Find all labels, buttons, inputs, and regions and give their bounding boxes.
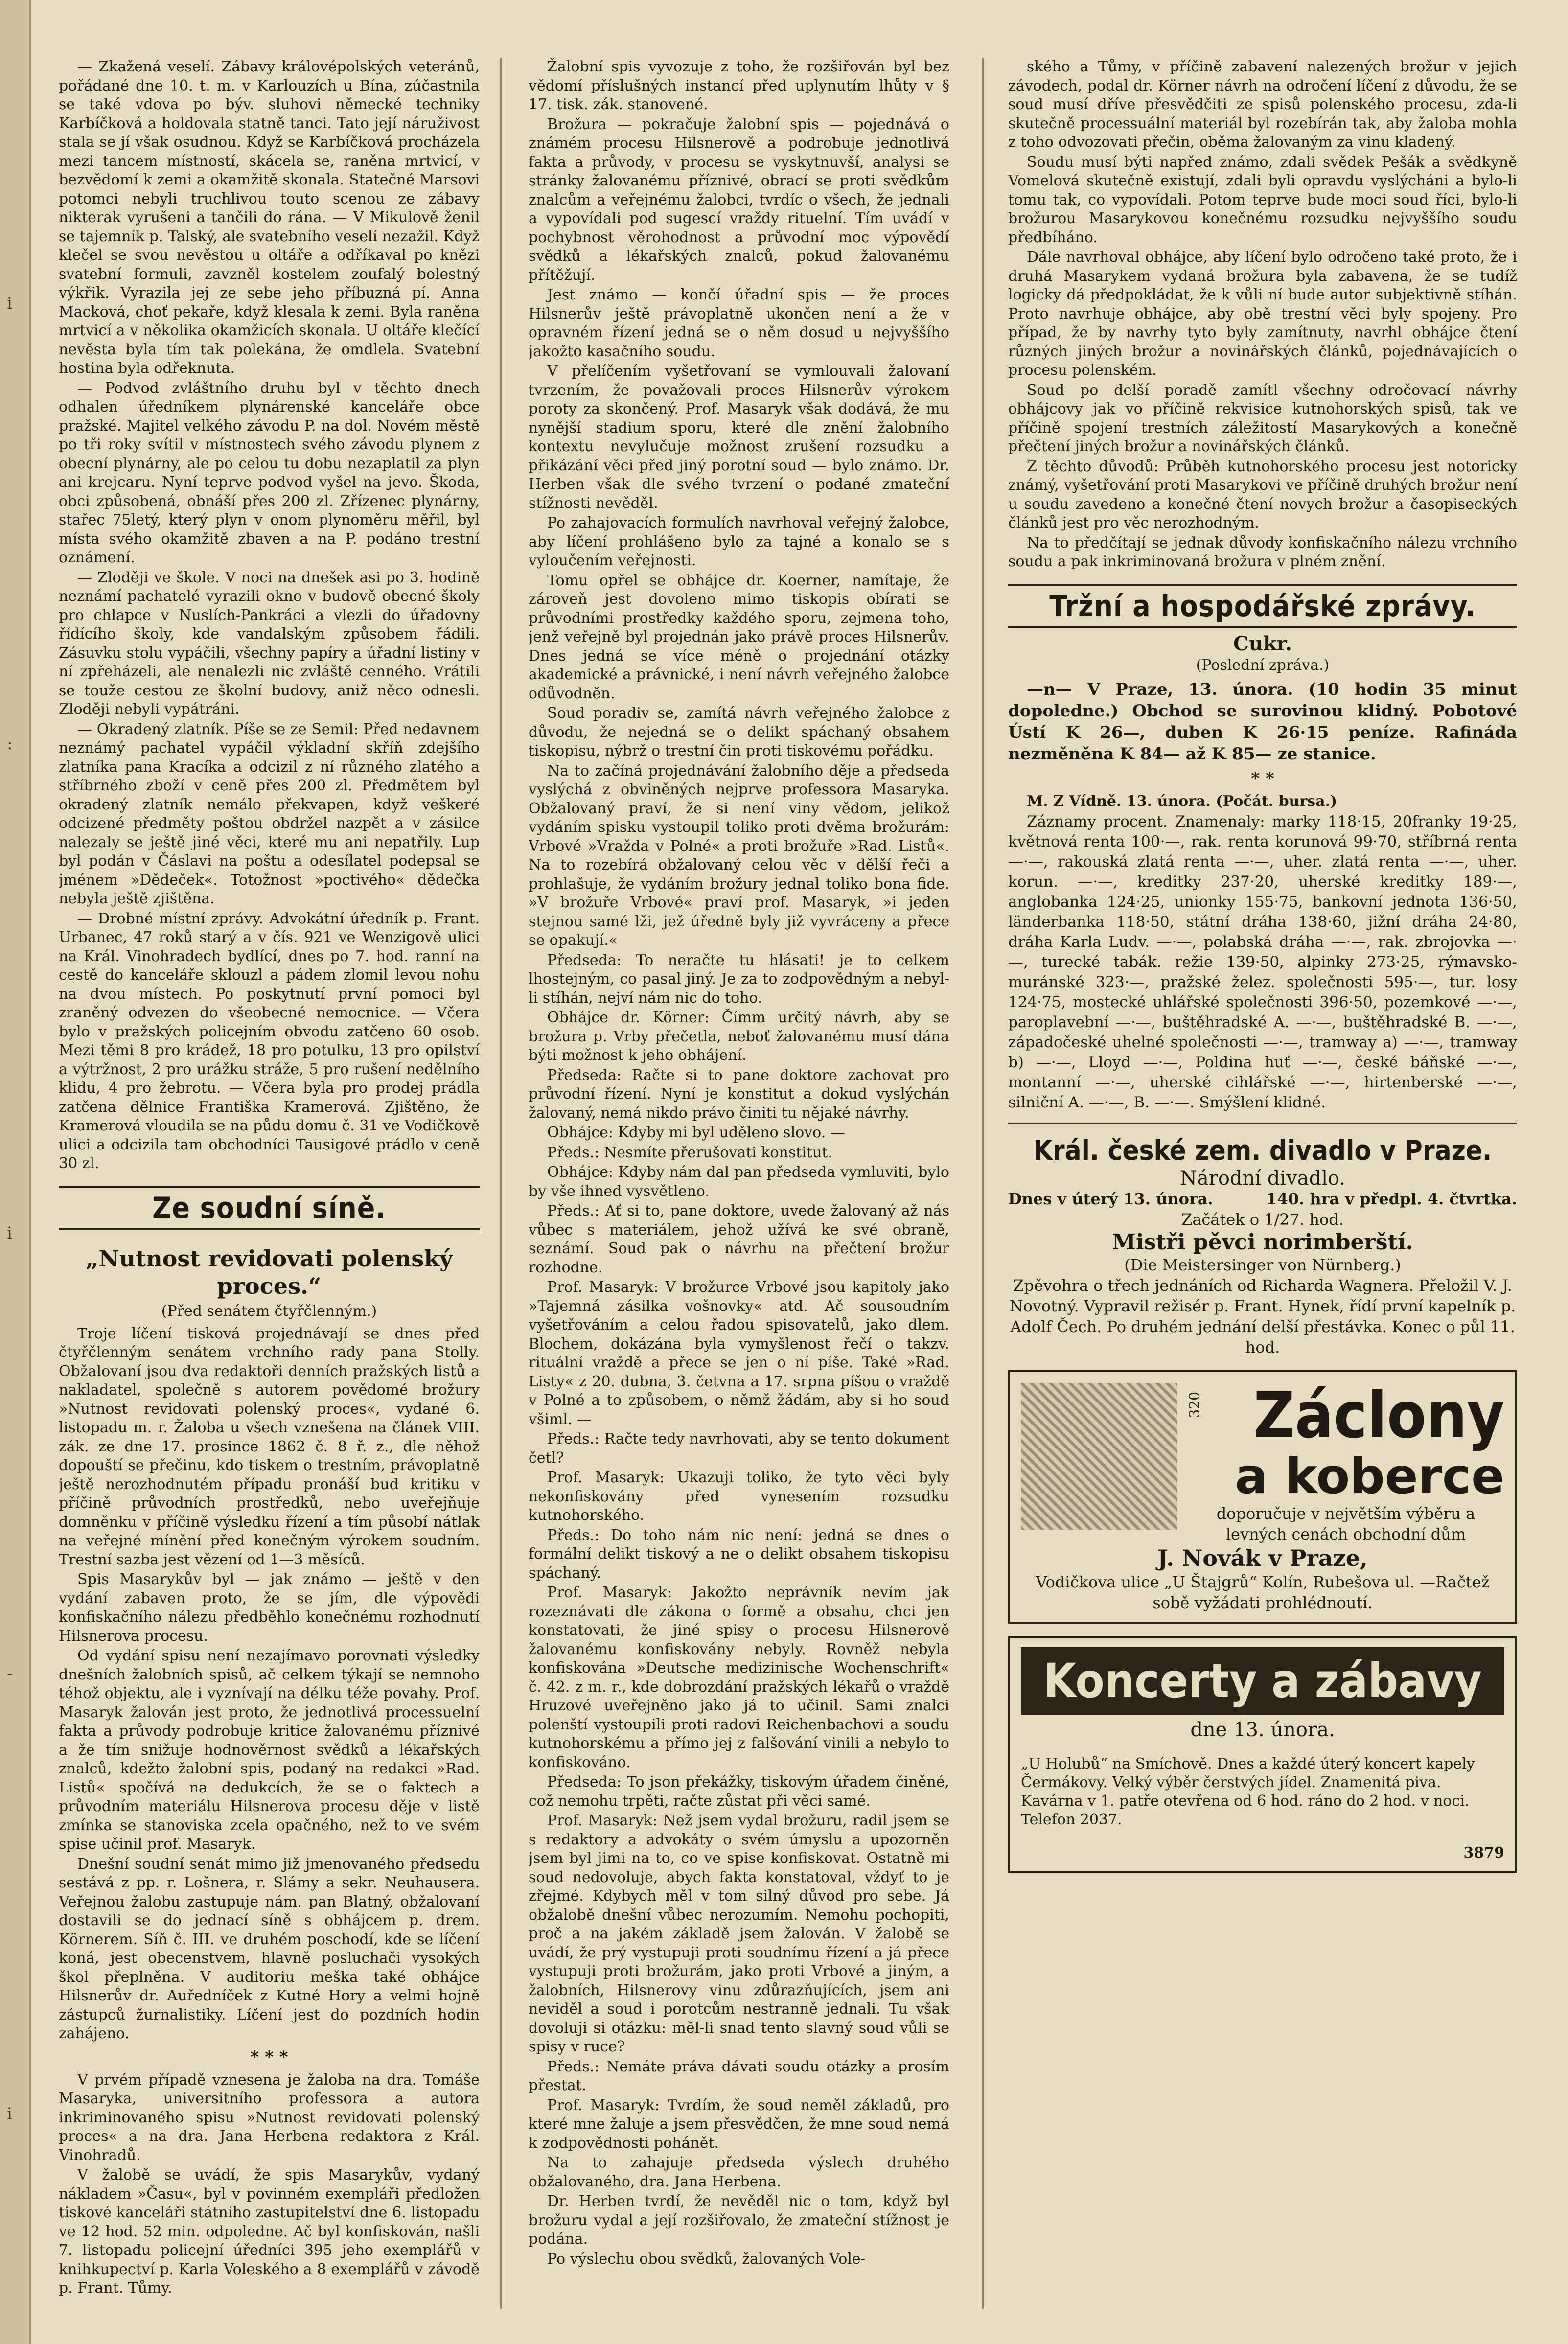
section-heading: Ze soudní síně.	[59, 1186, 480, 1230]
news-item: — Zloději ve škole. V noci na dnešek asi po 3. hodině neznámí pachatelé vyrazili okno v budově obecné školy pro chlapce v Nuslích-Pankráci a vlezli do úřadovny řídícího školy, kde vandalským způsobem řádili. Zásuvku stolu vypáčili, všechny papíry a úřadní listiny v ní zpřeházeli, ale nenalezli nic zvláště cenného. Vrátili se touže cestou ze školní budovy, aniž něco odnesli. Zloději nebyli vypátráni.	[59, 569, 480, 718]
article-paragraph: Žalobní spis vyvozuje z toho, že rozšiřován byl bez vědomí příslušných instancí před uplynutím lhůty v § 17. tisk. zák. stanovené.	[529, 58, 949, 113]
article-paragraph: V prvém případě vznesena je žaloba na dra. Tomáše Masaryka, universitního professora a autora inkriminovaného spisu »Nutnost revidovati polenský proces« a na dra. Jana Herbena redaktora z Král. Vinohradů.	[59, 2071, 480, 2164]
article-paragraph: Troje líčení tisková projednávají se dnes před čtyřčlenným senátem vrchního rady pana Stolly. Obžalovaní jsou dva redaktoři denních pražských listů a nakladatel, společně s autorem povědomé brožury »Nutnost revidovati polenský proces«, vydané 6. listopadu m. r. Žaloba u všech vznešena na článek VIII. zák. ze dne 17. prosince 1862 č. 8 ř. z., dle něhož dopouští se přečinu, kdo tiskem o trestním, právoplatně ještě nerozhodnutém případu pronáší bud kritiku v příčině průvodních prostředků, nebo uveřejňuje domněnku v příčině výsledku řízení a tím působí nátlak na veřejné mínění před konečným výrokem soudním. Trestní sazba jest vězení od 1—3 měsíců.	[59, 1325, 480, 1568]
edge-mark: i	[7, 1223, 12, 1243]
article-paragraph: Předseda: To json překážky, tiskovým úřadem činěné, což nemohu trpěti, račte zůstat při věci samé.	[529, 1773, 949, 1810]
article-paragraph: Na to zahajuje předseda výslech druhého obžalovaného, dra. Jana Herbena.	[529, 2154, 949, 2190]
column-left	[59, 58, 480, 2315]
article-paragraph: Předs.: Ať si to, pane doktore, uvede žalovaný až nás vůbec s materiálem, jehož užívá ke své obraně, seznámí. Soud pak o návrhu na přečtení brožur rozhodne.	[529, 1202, 949, 1276]
ad-address: Vodičkova ulice „U Štajgrů“ Kolín, Rubešova ul. —Račtež sobě vyžádati prohlédnoutí.	[1036, 1573, 1490, 1612]
article-paragraph: Prof. Masaryk: Tvrdím, že soud neměl základů, pro které mne žaluje a jsem přesvědčen, že mne soud nemá k zodpovědnosti pohánět.	[529, 2096, 949, 2152]
article-paragraph: Dr. Herben tvrdí, že nevěděl nic o tom, když byl brožuru vydal a její rozšiřovalo, že zmateční stížnost je podána.	[529, 2193, 949, 2248]
article-paragraph: Po zahajovacích formulích navrhoval veřejný žalobce, aby líčení prohlášeno bylo za tajné a konalo se s vyloučením veřejnosti.	[529, 514, 949, 569]
article-paragraph: Na to předčítají se jednak důvody konfiskačního nálezu vrchního soudu a pak inkriminovaná brožura v plném znění.	[1008, 534, 1517, 570]
ad-concerts	[1008, 1636, 1517, 1873]
article-paragraph: Brožura — pokračuje žalobní spis — pojednává o známém procesu Hilsnerově a podrobuje jednotlivá fakta a průvody, v procesu se vyskytnuvší, analysi se stránky žalovanému příznivé, obrací se proti svědkům znalcům a veřejnému žalobci, tvrdíc o všech, že jednali a vypovídali pod sugescí vraždy rituelní. Tím uvádí v pochybnost věrohodnost a průvodní moc výpovědí svědků a lékařských znalců, pokud žalovanému přítěžují.	[529, 115, 949, 284]
article-paragraph: Obhájce: Kdyby nám dal pan předseda vymluviti, bylo by vše ihned vysvětleno.	[529, 1164, 949, 1200]
article-paragraph: Prof. Masaryk: V brožurce Vrbové jsou kapitoly jako »Tajemná zásilka vošnovky« atd. Ač sousoudním vyšetřováním a celou řadou spisovatelů, jako dlem. Blochem, dokázána byla vymyšlenost řečí o takzv. rituální vraždě a přece se jen o ní píše. Také »Rad. Listy« z 20. dubna, 3. četvna a 17. srpna píšou o vraždě v Polné a to způsobem, o němž žádám, aby si ho soud všiml. —	[529, 1279, 949, 1428]
article-paragraph: Soudu musí býti napřed známo, zdali svědek Pešák a svědkyně Vomelová skutečně existují, zdali byli opravdu vyslýcháni a bylo-li tomu tak, co vypovídali. Potom teprve bude moci soud říci, bylo-li brožurou Masarykovou konečnému rozsudku nejvyššího soudu předbíháno.	[1008, 153, 1517, 246]
column-middle	[529, 58, 949, 2315]
article-paragraph: Předs.: Nemáte práva dávati soudu otázky a prosím přestat.	[529, 2058, 949, 2094]
article-paragraph: Předseda: Račte si to pane doktore zachovat pro průvodní řízení. Nyní je konstitut a dokud vyslýchán žalovaný, nemá nikdo právo činiti tu nějaké návrhy.	[529, 1066, 949, 1122]
article-paragraph: Prof. Masaryk: Ukazuji toliko, že tyto věci byly nekonfiskovány před vynesením rozsudku kutnohorského.	[529, 1469, 949, 1524]
ad-concerts-number: 3879	[1463, 1844, 1504, 1861]
article-paragraph: Soud poradiv se, zamítá návrh veřejného žalobce z důvodu, že nejedná se o delikt spáchaný obsahem tiskopisu, nýbrž o trestní čin proti tiskovému pořádku.	[529, 705, 949, 759]
theatre-heading: Král. české zem. divadlo v Praze.	[1033, 1135, 1492, 1167]
ad-text: doporučuje v největším výběru a levných cenách obchodní dům	[1216, 1504, 1476, 1543]
ad-concerts-text: „U Holubů“ na Smíchově. Dnes a každé úterý koncert kapely Čermákovy. Velký výběr čerstvých jídel. Znamenitá piva. Kavárna v 1. patře otevřena od 6 hod. ráno do 2 hod. v noci. Telefon 2037.	[1021, 1755, 1475, 1828]
left-edge-strip	[0, 0, 31, 2344]
ad-curtains	[1008, 1370, 1517, 1624]
column-rule	[982, 58, 984, 2309]
theatre-start: Začátek o 1/27. hod.	[1181, 1210, 1344, 1229]
article-paragraph: Prof. Masaryk: Jakožto neprávník nevím jak rozeznávati dle zákona o formě a obsahu, chci jen konstatovati, že jiné spisy o procesu Hilsnerově žalovanému konfiskovány nebyly. Rovněž nebyla konfiskována »Deutsche medizinische Wochenschrift« č. 42. z m. r., kde dobrozdání pražských lékařů o vraždě Hruzové uveřejněno jako já to učinil. Sami znalci polenští vystoupili proti radovi Reichenbachovi a soudu kutnohorskému a přímo jej z falšování vinili a nebylo to konfiskováno.	[529, 1584, 949, 1771]
theatre-play-title: Mistři pěvci norimberští.	[1112, 1230, 1413, 1255]
edge-mark: :	[7, 734, 13, 754]
article-subtitle: (Před senátem čtyřčlenným.)	[161, 1302, 377, 1320]
ad-title: Záclony	[1253, 1378, 1504, 1452]
section-stars: * *	[1251, 768, 1274, 788]
news-item: — Podvod zvláštního druhu byl v těchto dnech odhalen úředníkem plynárenské kanceláře obce pražské. Majitel velkého závodu P. na dol. Novém městě po tři roky svítil v místnostech svého závodu plynem z obecní plynárny, ale po celou tu dobu nezaplatil za plyn ani krejcaru. Nyní teprve podvod vyšel na jevo. Škoda, obci způsobená, obnáší přes 200 zl. Zřízenec plynárny, stařec 75letý, který plyn v onom plynoměru měřil, byl místa svého okamžitě zbaven a na P. podáno trestní oznámení.	[59, 379, 480, 566]
ad-concerts-date: dne 13. února.	[1190, 1719, 1335, 1741]
news-item: — Drobné místní zprávy. Advokátní úředník p. Frant. Urbanec, 47 roků starý a v čís. 921 ve Wenzigově ulici na Král. Vinohradech bydlící, dnes po 7. hod. ranní na cestě do kanceláře sklouzl a pádem zlomil levou nohu na dvou místech. Po poskytnutí první pomoci byl zraněný odvezen do všeobecné nemocnice. — Včera bylo v pražských policejním obvodu zatčeno 60 osob. Mezi těmi 8 pro krádež, 18 pro potulku, 13 pro opilství a výtržnost, 2 pro urážku stráže, 5 pro rušení nedělního klidu, 4 pro žebrotu. — Včera byla pro prodej prádla zatčena dělnice Františka Kramerová. Zjištěno, že Kramerová vloudila se na půdu domu č. 31 ve Vodičkově ulici a odcizila tam obchodníci Tausigové prádlo v ceně 30 zl.	[59, 910, 480, 1172]
article-paragraph: Soud po delší poradě zamítl všechny odročovací návrhy obhájcovy jak vo příčině rekvisice kutnohorských spisů, tak ve příčině spojení trestních záležitostí Masarykových a konečně přečtení jiných brožur a novinářských článků.	[1008, 381, 1517, 455]
article-paragraph: ského a Tůmy, v příčině zabavení nalezených brožur v jejich závodech, podal dr. Körner návrh na odročení líčení z důvodu, že se soud musí dříve přesvědčiti ze spisů polenského procesu, zda-li skutečně processuální materiál byl rozebírán tak, aby žaloba mohla z toho odvozovati přečin, oběma žalovaným za vinu kladený.	[1008, 58, 1517, 151]
article-paragraph: Obhájce: Kdyby mi byl uděleno slovo. —	[547, 1124, 845, 1141]
theatre-description: Zpěvohra o třech jednáních od Richarda Wagnera. Přeložil V. J. Novotný. Vypravil režisér p. Frant. Hynek, řídí první kapelník p. Adolf Čech. Po druhém jednání delší přestávka. Konec o půl 11. hod.	[1009, 1276, 1516, 1356]
ad-firm: J. Novák v Praze,	[1157, 1545, 1368, 1571]
column-right	[1008, 58, 1517, 2315]
theatre-date: Dnes v úterý 13. února.	[1008, 1190, 1213, 1208]
article-paragraph: Předs.: Do toho nám nic není: jedná se dnes o formální delikt tiskový a ne o delikt obsahem tiskopisu spáchaný.	[529, 1526, 949, 1582]
article-paragraph: Po výslechu obou svědků, žalovaných Vole-	[547, 2250, 866, 2268]
article-title: „Nutnost revidovati polenský proces.“	[86, 1245, 453, 1299]
article-paragraph: Dnešní soudní senát mimo již jmenovaného předsedu sestává z pp. r. Lošnera, r. Slámy a sekr. Neuhausera. Veřejnou žalobu zastupuje nám. pan Blatný, obžalovaní dostavili se do jednací síně s obhájcem p. drem. Körnerem. Síň č. III. ve druhém poschodí, kde se líčení koná, jest obecenstvem, hlavně posluchači vysokých škol přeplněna. V auditoriu meška také obhájce Hilsnerův dr. Auředníček z Kutné Hory a velmi hojně zástupců žurnalistiky. Líčení jest do pozdních hodin zahájeno.	[59, 1855, 480, 2042]
column-rule	[500, 58, 502, 2309]
edge-mark: -	[7, 1664, 13, 1683]
market-section-heading: Tržní a hospodářské zprávy.	[1008, 584, 1517, 628]
article-paragraph: Předs.: Račte tedy navrhovati, aby se tento dokument četl?	[529, 1430, 949, 1467]
ad-concerts-heading: Koncerty a zábavy	[1021, 1647, 1504, 1715]
theatre-original-title: (Die Meistersinger von Nürnberg.)	[1124, 1256, 1401, 1274]
article-paragraph: Jest známo — končí úřadní spis — že proces Hilsnerův ještě právoplatně ukončen není a že v opravném řízení jedná se o něm dosud u nejvyššího jakožto kasačního soudu.	[529, 286, 949, 360]
divider	[1008, 1123, 1517, 1124]
theatre-subheading: Národní divadlo.	[1179, 1167, 1346, 1190]
news-item: — Zkažená veselí. Zábavy královépolských veteránů, pořádané dne 10. t. m. v Karlouzích u Bína, zúčastnila se také vdova po býv. sluhovi německé techniky Karbíčková a holdovala statně tanci. Tato její náruživost stala se jí však osudnou. Když se Karbíčková procházela mezi tancem místností, skácela se, raněna mrtvicí, v bezvědomí k zemi a okamžitě skonala. Statečné Marsovi potomci nebyli truchlivou touto scenou ze zábavy nikterak vyrušeni a tančili do rána. — V Mikulově ženil se tajemník p. Talský, ale svatebního veselí nezažil. Když klečel se svou nevěstou u oltáře a odříkaval po knězi svatební formuli, zavzněl kostelem zoufalý bolestný výkřik. Vyrazila jej ze sebe jeho příbuzná pí. Anna Macková, choť pekaře, když klesala k zemi. Byla raněna mrtvicí a v několika okamžicích skonala. U oltáře klečící nevěsta byla tím tak polekána, že omdlela. Svatební hostina byla odřeknuta.	[59, 58, 480, 377]
article-paragraph: Od vydání spisu není nezajímavo porovnati výsledky dnešních žalobních spisů, ač celkem týkají se nemnoho téhož objektu, ale i vyznívají na délku téže povahy. Prof. Masaryk žalován jest proto, že jednotlivá processuelní fakta a průvody podrobuje kritice žalovanému příznivé a že tím snižuje hodnověrnost svědků a lékařských znalců, kdežto žalobní spis, podaný na redakci »Rad. Listů« spočívá na dedukcích, že se o faktech a průvodním materiálu Hilsnerova procesu děje v listě zmínka se stanoviska zcela opačného, než to ve svém spise učinil prof. Masaryk.	[59, 1647, 480, 1853]
edge-mark: i	[7, 2104, 12, 2124]
article-paragraph: V žalobě se uvádí, že spis Masarykův, vydaný nákladem »Času«, byl v povinném exempláři předložen tiskové kanceláři státního zastupitelství dne 6. listopadu ve 12 hod. 52 min. odpoledne. Ač byl konfiskován, našli 7. listopadu policejní úředníci 395 jeho exemplářů v knihkupectví p. Karla Voleského a 8 exemplářů v závodě p. Frant. Tůmy.	[59, 2166, 480, 2297]
ad-ornament	[1021, 1383, 1177, 1530]
article-paragraph: Tomu opřel se obhájce dr. Koerner, namítaje, že zároveň jest dovoleno mimo tiskopis obírati se průvodními prostředky každého sporu, zejmena toho, jenž veřejně byl projednán jako právě proces Hilsnerův. Dnes jedná se více méně o projednání otázky akademické a právnické, i není návrh veřejného žalobce odůvodněn.	[529, 572, 949, 702]
sugar-heading: Cukr.	[1233, 632, 1292, 655]
theatre-performance: 140. hra v předpl. 4. čtvrtka.	[1266, 1190, 1517, 1208]
sugar-report: —n— V Praze, 13. února. (10 hodin 35 minut dopoledne.) Obchod se surovinou klidný. Pobotové Ústí K 26—, duben K 26·15 peníze. Rafináda nezměněna K 84— až K 85— ze stanice.	[1008, 679, 1517, 764]
theatre-date-row	[1008, 1189, 1517, 1209]
article-paragraph: Předseda: To neračte tu hlásati! je to celkem lhostejným, co pasal jiný. Je za to zodpovědným a nebyl-li stíhán, nejví nám nic do toho.	[529, 951, 949, 1007]
ad-number: 320	[1186, 1392, 1202, 1418]
news-item: — Okradený zlatník. Píše se ze Semil: Před nedavnem neznámý pachatel vypáčil výkladní skříň zdejšího zlatníka pana Kracíka a odcizil z ní různého zlatého a stříbrného zboží v ceně přes 200 zl. Předmětem byl okradený zlatník nemálo překvapen, když veškeré odcizené předměty poštou obdržel nazpět a v zásilce nalezaly se ještě jiné věci, které mu ani nepatřily. Lup byl podán v Čáslavi na poštu a odesílatel podepsal se jménem »Dědeček«. Totožnost »poctivého« dědečka nebyla ještě zjištěna.	[59, 720, 480, 907]
article-paragraph: Dále navrhoval obhájce, aby líčení bylo odročeno také proto, že i druhá Masarykem vydaná brožura byla zabavena, že se tudíž logicky dá předpokládat, že k vůli ní bude autor subjektivně stíhán. Proto navrhuje obhájce, aby obě trestní věci byly spojeny. Pro případ, že by navrhy tyto byly zamítnuty, navrhl obhájce čtení různých jiných brožur a novinářských článků, pojednávajících o procesu polenském.	[1008, 249, 1517, 379]
article-paragraph: Prof. Masaryk: Než jsem vydal brožuru, radil jsem se s redaktory a advokáty o svém úmyslu a upozorněn jsem byl jimi na to, co ve spise konfiskovat. Ostatně mi soud nedovoluje, abych fakta konstatoval, vždyť to je zřejmé. Kdybych měl v tom silný důvod pro sebe. Já obžalobě dnešní vůbec nerozumím. Nemohu pochopiti, proč a na jakém základě jsem žalován. V žalobě se uvádí, že prý vystupuji proti soudnímu řízení a já přece vystupuji proti brožurám, jako proti Vrbové a jiným, a žalobních, Hilsnerovy vinu zdůrazňujících, jsem ani neviděl a soud i porotcům nestranně jednali. Tu však dovoluji si otázku: měl-li snad tento slavný soud vůli se spisy v ruce?	[529, 1812, 949, 2055]
vienna-heading: M. Z Vídně. 13. února. (Počát. bursa.)	[1027, 792, 1337, 810]
article-paragraph: Obhájce dr. Körner: Čímm určitý návrh, aby se brožura p. Vrby přečetla, neboť žalovanému musí dána býti možnost k jeho obhájení.	[529, 1009, 949, 1064]
article-paragraph: Předs.: Nesmíte přerušovati konstitut.	[547, 1144, 832, 1161]
article-paragraph: V přelíčením vyšetřovaní se vymlouvali žalovaní tvrzením, že považovali proces Hilsnerův výrokem poroty za skončený. Prof. Masaryk však dodává, že mu nynější stadium sporu, které dle znění žalobního kontextu nevylučuje možnost zrušení rozsudku a přikázání věci před jiný porotní soud — bylo známo. Dr. Herben však dle svého tvrzení o podané zmateční stížnosti nevěděl.	[529, 363, 949, 512]
sugar-subtitle: (Poslední zpráva.)	[1196, 656, 1330, 674]
section-stars: * * *	[250, 2047, 288, 2067]
vienna-report: Záznamy procent. Znamenaly: marky 118·15, 20franky 19·25, květnová renta 100·—, rak. renta korunová 99·70, stříbrná renta —·—, rakouská zlatá renta —·—, uher. zlatá renta —·—, uher. korun. —·—, kreditky 237·20, uherské kreditky 189·—, anglobanka 124·25, unionky 155·75, bankovní jednota 136·50, länderbanka 118·50, státní dráha 138·60, jižní dráha 24·80, dráha Karla Ludv. —·—, polabská dráha —·—, rak. zbrojovka —·—, turecké tabák. režie 139·50, alpinky 273·25, rýmavsko-muránské 323·—, pražské želez. společnosti 595·—, tur. losy 124·75, mostecké uhlářské společnosti 396·50, pozemkové —·—, paroplavební —·—, buštěhradské A. —·—, buštěhradské B. —·—, západočeské uhelné společnosti —·—, tramway a) —·—, tramway b) —·—, Lloyd —·—, Poldina huť —·—, české báňské —·—, montanní —·—, uherské cihlářské —·—, hirtenberské —·—, silniční A. —·—, B. —·—. Smýšlení klidné.	[1008, 813, 1517, 1111]
article-paragraph: Spis Masarykův byl — jak známo — ještě v den vydání zabaven proto, že se jím, dle výpovědi konfiskačního nálezu předběhlo konečnému rozhodnutí Hilsnerova procesu.	[59, 1571, 480, 1645]
edge-mark: i	[7, 294, 12, 313]
article-paragraph: Z těchto důvodů: Průběh kutnohorského procesu jest notoricky známý, vyšetřování proti Masarykovi ve příčině druhých brožur není u soudu zavedeno a konečné čtení novych brožur a časopiseckých článků jest pro věc nerozhodným.	[1008, 458, 1517, 531]
article-paragraph: Na to začíná projednávání žalobního děje a předseda vyslýchá z obviněných nejprve professora Masaryka. Obžalovaný praví, že si není viny vědom, jelikož vydáním spisku vystoupil toliko proti dvěma brožurám: Vrbové »Vražda v Polné« a proti brožuře »Rad. Listů«. Na to rozebírá obžalovaný celou věc v dělší řeči a prohlašuje, že vydáním brožury jednal toliko bona fide. »V brožuře Vrbové« praví prof. Masaryk, »i jeden stejnou samé lži, jež úředně byly již vyvráceny a přece se opakují.«	[529, 762, 949, 949]
ad-subtitle: a koberce	[1235, 1448, 1504, 1505]
